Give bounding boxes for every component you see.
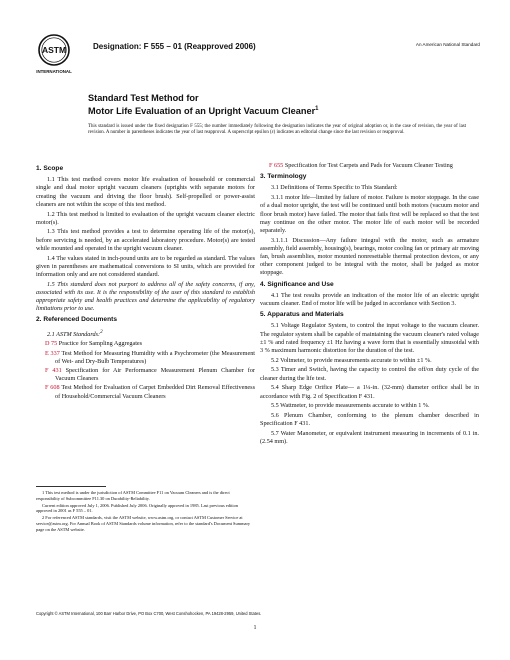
title-line-1: Standard Test Method for [88, 93, 199, 103]
para-5-5: 5.5 Wattmeter, to provide measurements accurate to within 1 %. [271, 402, 430, 410]
astm-logo [36, 33, 72, 77]
reference-link-d75[interactable]: D 75 [45, 340, 58, 348]
referenced-documents-heading: 2. Referenced Documents [36, 316, 117, 324]
astm-standards-text: 2.1 ASTM Standards: [47, 330, 101, 338]
para-4-1: 4.1 The test results provide an indication of the motor life of an electric upright vacuum cleaner. End of motor life will be judged in accordance with Section 3. [260, 291, 479, 308]
page-number: 1 [253, 625, 257, 631]
para-1-1: 1.1 This test method covers motor life evaluation of household or commercial single and dual motor upright vacuum cleaners (uprights with separate motors for creating the vacuum and driving the floor brush). Self-propelled or power-assist cleaners are not within the scope of this test method. [36, 176, 255, 208]
para-1-4: 1.4 The values stated in inch-pound units are to be regarded as standard. The values given in parentheses are mathematical conversions to SI units, which are provided for information only and are not considered standard. [36, 254, 255, 278]
astm-logo-icon [36, 33, 72, 77]
title-line-2 [88, 104, 468, 117]
footnotes [36, 490, 254, 534]
reference-item [36, 340, 255, 348]
copyright-notice: Copyright © ASTM International, 100 Barr Harbor Drive, PO Box C700, West Conshohocken, PA 19428-2959, United States. [36, 611, 262, 616]
astm-standards-label [36, 328, 255, 339]
footnote-2: 2 For referenced ASTM standards, visit the ASTM website, www.astm.org, or contact ASTM Customer Service at service@astm.org. For Annual Book of ASTM Standards volume information, refer to the standard's Document Summary page on the ASTM website. [36, 515, 251, 532]
reference-item [36, 384, 255, 400]
para-5-1: 5.1 Voltage Regulator System, to control the input voltage to the vacuum cleaner. The regulator system shall be capable of maintaining the vacuum cleaner's rated voltage ±1 % and rated frequency ±1 Hz having a wave form that is essentially sinusoidal with 3 % maximum harmonic distortion for the duration of the test. [260, 322, 479, 355]
footnote-1: 1 This test method is under the jurisdiction of ASTM Committee F11 on Vacuum Cleaners and is the direct responsibility of Subcommittee F11.30 on Durability-Reliability. [36, 490, 230, 501]
reference-item [260, 162, 479, 170]
terminology-heading: 3. Terminology [260, 173, 307, 181]
designation: Designation: F 555 – 01 (Reapproved 2006) [93, 42, 256, 51]
svg-text:INTERNATIONAL: INTERNATIONAL [36, 69, 72, 74]
para-3-1-1-1: 3.1.1.1 Discussion—Any failure integral with the motor, such as armature assembly, field assembly, housing(s), bearings, motor cooling fan or primary air moving fan, brush assemblies, motor mounted nonresettable thermal protection devices, or any other component judged to be integral with the motor, shall be judged as motor stoppage. [260, 236, 479, 277]
para-5-7: 5.7 Water Manometer, or equivalent instrument measuring in increments of 0.1 in. (2.54 mm). [260, 429, 479, 446]
reference-link-e337[interactable]: E 337 [45, 349, 60, 357]
footnote-1-edition: Current edition approved July 1, 2006. Published July 2006. Originally approved in 1985. Last previous edition approved in 2001 as F 555 – 01. [36, 502, 238, 514]
para-3-1: 3.1 Definitions of Terms Specific to This Standard: [271, 184, 398, 192]
significance-heading: 4. Significance and Use [260, 280, 334, 288]
apparatus-heading: 5. Apparatus and Materials [260, 311, 344, 319]
para-1-5: 1.5 This standard does not purport to address all of the safety concerns, if any, associated with its use. It is the responsibility of the user of this standard to establish appropriate safety and health practices and determine the applicability of regulatory limitations prior to use. [36, 280, 255, 313]
reference-link-f431[interactable]: F 431 [45, 367, 62, 375]
para-5-3: 5.3 Timer and Switch, having the capacity to control the off/on duty cycle of the cleaner during the life test. [260, 366, 479, 382]
para-3-1-1: 3.1.1 motor life—limited by failure of motor. Failure is motor stoppage. In the case of a dual motor upright, the test will be continued until both motors (vacuum motor and floor brush motor) have failed. The motor that fails first will be replaced so that the test may continue on the other motor. The motor life of each motor will be recorded separately. [260, 194, 479, 234]
reference-text: Test Method for Evaluation of Carpet Embedded Dirt Removal Effectiveness of Household/Commercial Vacuum Cleaners [55, 384, 255, 400]
reference-item [36, 367, 255, 383]
para-5-6: 5.6 Plenum Chamber, conforming to the plenum chamber described in Specification F 431. [260, 411, 479, 428]
reference-text: Specification for Test Carpets and Pads for Vacuum Cleaner Testing [284, 162, 453, 169]
para-5-2: 5.2 Voltmeter, to provide measurements accurate to within ±1 %. [271, 356, 432, 364]
reference-text: Practice for Sampling Aggregates [58, 340, 143, 348]
preface-note: This standard is issued under the fixed designation F 555; the number immediately following the designation indicates the year of original adoption or, in the case of revision, the year of last revision. A number in parentheses indicates the year of last reapproval. A superscript epsilon (ε) indicates an editorial change since the last revision or reapproval. [88, 124, 466, 136]
scope-heading: 1. Scope [36, 165, 64, 172]
left-column [36, 162, 255, 402]
footnote-divider [36, 486, 106, 487]
para-1-2: 1.2 This test method is limited to evaluation of the upright vacuum cleaner electric motor(s). [36, 210, 255, 226]
reference-text: Specification for Air Performance Measurement Plenum Chamber for Vacuum Cleaners [55, 367, 255, 383]
reference-item [36, 350, 255, 366]
document-title [88, 93, 468, 117]
american-national-standard: An American National Standard [415, 42, 480, 47]
reference-link-f655[interactable]: F 655 [269, 162, 284, 169]
title-main: Motor Life Evaluation of an Upright Vacuum Cleaner [88, 106, 316, 117]
para-5-4: 5.4 Sharp Edge Orifice Plate— a 1¼-in. (32-mm) diameter orifice shall be in accordance with Fig. 2 of Specification F 431. [260, 384, 479, 400]
reference-text: Test Method for Measuring Humidity with a Psychrometer (the Measurement of Wet- and Dry-Bulb Temperatures) [55, 349, 256, 365]
right-column [260, 162, 479, 448]
para-1-3: 1.3 This test method provides a test to determine operating life of the motor(s), before servicing is needed, by an accelerated laboratory procedure. Motor(s) are tested while mounted and operated in the upright vacuum cleaner. [36, 228, 255, 252]
astm-standards-footnote-ref: 2 [100, 328, 103, 335]
svg-text:ASTM: ASTM [41, 45, 67, 55]
reference-link-f608[interactable]: F 608 [45, 384, 60, 392]
title-footnote-ref: 1 [315, 106, 319, 112]
